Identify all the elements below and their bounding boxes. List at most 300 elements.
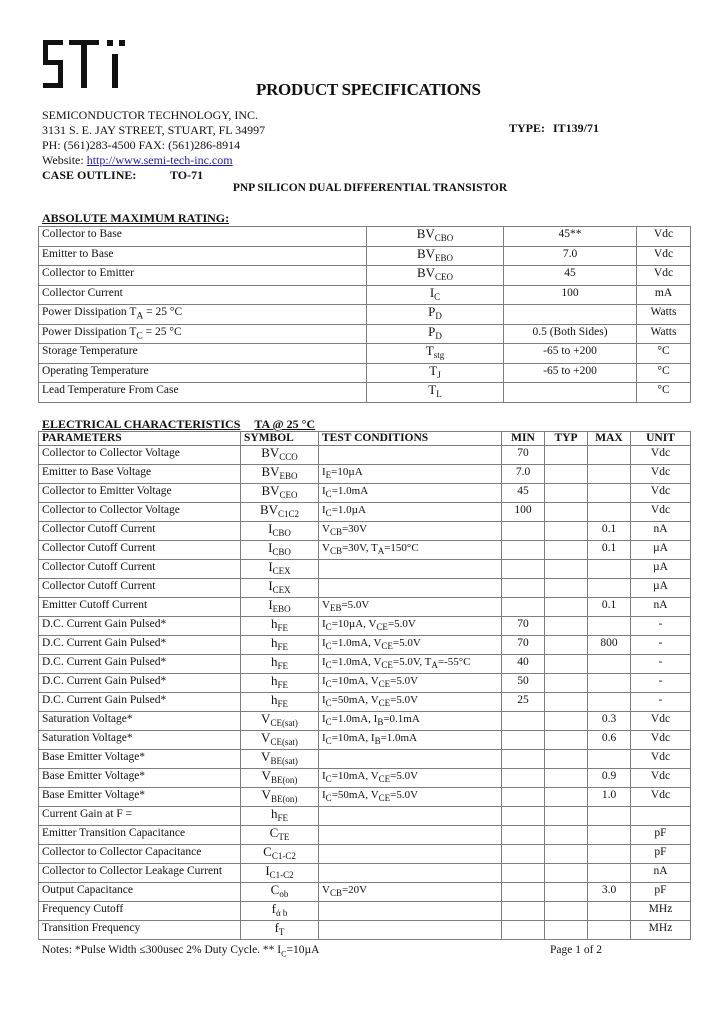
- typ-cell: [545, 636, 588, 655]
- unit-cell: µA: [631, 560, 691, 579]
- condition-text: V: [322, 542, 330, 554]
- parameter-cell: Collector Cutoff Current: [39, 541, 241, 560]
- symbol-cell: [241, 579, 319, 598]
- symbol-cell: [241, 446, 319, 465]
- symbol-cell: [241, 465, 319, 484]
- min-cell: [502, 788, 545, 807]
- unit-cell: Vdc: [637, 227, 691, 247]
- table-row: [39, 446, 691, 465]
- symbol-text: BV: [259, 502, 279, 517]
- parameter-text: Collector to Base: [42, 228, 122, 240]
- table-row: [39, 324, 691, 344]
- value-cell: 7.0: [504, 246, 637, 266]
- symbol-cell: [241, 617, 319, 636]
- notes-sub: C: [281, 949, 287, 959]
- test-condition-cell: [319, 826, 502, 845]
- test-condition-cell: [319, 788, 502, 807]
- unit-cell: nA: [631, 864, 691, 883]
- company-info: [42, 108, 265, 168]
- test-condition-cell: [319, 693, 502, 712]
- parameter-cell: Collector Cutoff Current: [39, 560, 241, 579]
- condition-text: I: [322, 618, 326, 630]
- symbol-cell: [241, 788, 319, 807]
- unit-cell: nA: [631, 522, 691, 541]
- parameter-cell: [39, 324, 367, 344]
- symbol-sub: CE(sat): [270, 718, 298, 728]
- max-cell: 800: [588, 636, 631, 655]
- min-cell: [502, 731, 545, 750]
- symbol-cell: [241, 731, 319, 750]
- min-cell: [502, 560, 545, 579]
- symbol-text: h: [270, 806, 278, 821]
- max-cell: [588, 674, 631, 693]
- max-cell: [588, 503, 631, 522]
- symbol-cell: [367, 285, 504, 305]
- unit-cell: pF: [631, 845, 691, 864]
- condition-sub: A: [431, 660, 438, 670]
- table-row: [39, 655, 691, 674]
- test-condition-cell: [319, 845, 502, 864]
- condition-text: V: [322, 884, 330, 896]
- value-cell: [504, 305, 637, 325]
- condition-sub: C: [325, 679, 332, 689]
- condition-sub: C: [325, 717, 332, 727]
- condition-text: I: [322, 675, 326, 687]
- sti-logo-icon: [43, 40, 127, 88]
- min-cell: [502, 750, 545, 769]
- condition-sub: C: [325, 774, 332, 784]
- unit-cell: °C: [637, 363, 691, 383]
- unit-cell: Vdc: [631, 503, 691, 522]
- type-designation: [509, 121, 599, 136]
- symbol-text: T: [428, 382, 437, 397]
- symbol-text: C: [269, 825, 279, 840]
- condition-text: =0.1mA: [383, 713, 420, 725]
- parameter-text: Collector Current: [42, 286, 123, 299]
- unit-cell: Watts: [637, 305, 691, 325]
- symbol-sub: D: [435, 330, 442, 341]
- unit-cell: °C: [637, 344, 691, 364]
- parameter-cell: Current Gain at F =: [39, 807, 241, 826]
- max-cell: [588, 864, 631, 883]
- condition-text: =5.0V: [390, 770, 419, 782]
- condition-sub: CE: [381, 660, 393, 670]
- test-condition-cell: [319, 731, 502, 750]
- symbol-sub: C: [434, 291, 441, 302]
- symbol-text: h: [270, 654, 278, 669]
- symbol-text: T: [429, 363, 438, 378]
- symbol-text: I: [429, 285, 435, 300]
- symbol-cell: [367, 246, 504, 266]
- symbol-sub: D: [435, 311, 442, 321]
- type-value: IT139/71: [553, 121, 600, 135]
- parameter-text: Power Dissipation T: [42, 306, 137, 318]
- symbol-cell: [241, 712, 319, 731]
- symbol-cell: [241, 541, 319, 560]
- symbol-sub: FE: [277, 661, 288, 671]
- unit-cell: Vdc: [631, 788, 691, 807]
- min-cell: [502, 769, 545, 788]
- symbol-sub: FE: [277, 642, 288, 652]
- symbol-text: V: [261, 711, 271, 726]
- condition-sub: C: [325, 698, 332, 708]
- col-symbol: SYMBOL: [241, 432, 319, 446]
- condition-sub: C: [325, 793, 332, 803]
- symbol-text: I: [268, 597, 273, 612]
- condition-sub: CB: [329, 546, 342, 556]
- condition-sub: C: [325, 660, 332, 670]
- test-condition-cell: [319, 883, 502, 902]
- max-cell: [588, 693, 631, 712]
- symbol-cell: [367, 305, 504, 325]
- min-cell: 50: [502, 674, 545, 693]
- symbol-sub: EBO: [279, 471, 298, 481]
- min-cell: [502, 921, 545, 940]
- notes-suffix: =10µA: [286, 944, 320, 956]
- parameter-cell: [39, 344, 367, 364]
- company-logo: [43, 40, 127, 88]
- symbol-text: C: [263, 844, 272, 859]
- table-row: [39, 344, 691, 364]
- condition-sub: CB: [329, 888, 342, 898]
- symbol-sub: T: [278, 927, 285, 937]
- condition-text: =50mA, V: [331, 789, 379, 801]
- condition-sub: CE: [376, 622, 388, 632]
- symbol-text: BV: [261, 445, 280, 460]
- typ-cell: [545, 560, 588, 579]
- condition-text: I: [322, 694, 326, 706]
- value-cell: -65 to +200: [504, 363, 637, 383]
- max-cell: 0.6: [588, 731, 631, 750]
- condition-text: =5.0V: [387, 618, 416, 630]
- symbol-sub: EBO: [272, 604, 291, 614]
- condition-text: I: [322, 713, 326, 725]
- symbol-sub: BE(on): [270, 775, 298, 785]
- value-cell: 45**: [504, 227, 637, 247]
- parameter-cell: Saturation Voltage*: [39, 731, 241, 750]
- parameter-cell: [39, 363, 367, 383]
- parameter-tail: = 25 °C: [143, 306, 183, 318]
- min-cell: 40: [502, 655, 545, 674]
- parameter-cell: D.C. Current Gain Pulsed*: [39, 617, 241, 636]
- max-cell: 0.1: [588, 541, 631, 560]
- unit-cell: -: [631, 693, 691, 712]
- test-condition-cell: [319, 674, 502, 693]
- parameter-cell: Collector to Emitter Voltage: [39, 484, 241, 503]
- max-cell: [588, 484, 631, 503]
- symbol-cell: [367, 227, 504, 247]
- unit-cell: -: [631, 655, 691, 674]
- condition-sub: B: [374, 736, 381, 746]
- typ-cell: [545, 807, 588, 826]
- condition-text: =1.0mA, I: [331, 713, 378, 725]
- parameter-cell: Frequency Cutoff: [39, 902, 241, 921]
- page-number: Page 1 of 2: [550, 944, 603, 956]
- unit-cell: [631, 807, 691, 826]
- symbol-sub: C1-C2: [269, 870, 294, 880]
- parameter-cell: Emitter Transition Capacitance: [39, 826, 241, 845]
- condition-text: I: [322, 770, 326, 782]
- parameter-cell: D.C. Current Gain Pulsed*: [39, 674, 241, 693]
- symbol-text: T: [425, 343, 434, 358]
- symbol-cell: [241, 598, 319, 617]
- company-name: SEMICONDUCTOR TECHNOLOGY, INC.: [42, 108, 259, 122]
- symbol-sub: FE: [277, 623, 288, 633]
- typ-cell: [545, 788, 588, 807]
- symbol-cell: [241, 769, 319, 788]
- max-cell: [588, 750, 631, 769]
- condition-text: =-55°C: [437, 656, 471, 668]
- symbol-cell: [241, 902, 319, 921]
- condition-text: =10mA, V: [331, 770, 379, 782]
- max-cell: [588, 579, 631, 598]
- symbol-text: f: [274, 920, 279, 935]
- parameter-cell: [39, 285, 367, 305]
- website-link[interactable]: http://www.semi-tech-inc.com: [86, 153, 233, 167]
- min-cell: [502, 807, 545, 826]
- typ-cell: [545, 503, 588, 522]
- symbol-cell: [241, 883, 319, 902]
- min-cell: 100: [502, 503, 545, 522]
- test-condition-cell: [319, 617, 502, 636]
- table-row: [39, 750, 691, 769]
- min-cell: 70: [502, 446, 545, 465]
- symbol-sub: CEO: [435, 272, 454, 282]
- min-cell: [502, 579, 545, 598]
- symbol-sub: CCO: [279, 452, 298, 462]
- symbol-text: h: [270, 673, 278, 688]
- test-condition-cell: [319, 655, 502, 674]
- condition-sub: CE: [378, 774, 391, 784]
- symbol-cell: [367, 383, 504, 403]
- parameter-cell: Base Emitter Voltage*: [39, 750, 241, 769]
- condition-text: =50mA, V: [331, 694, 379, 706]
- typ-cell: [545, 522, 588, 541]
- table-row: [39, 383, 691, 403]
- table-row: [39, 266, 691, 286]
- test-condition-cell: [319, 712, 502, 731]
- unit-cell: Vdc: [631, 769, 691, 788]
- symbol-text: I: [268, 559, 273, 574]
- table-row: [39, 845, 691, 864]
- max-cell: [588, 845, 631, 864]
- typ-cell: [545, 845, 588, 864]
- symbol-sub: L: [436, 389, 442, 399]
- max-cell: [588, 446, 631, 465]
- symbol-cell: [241, 674, 319, 693]
- unit-cell: pF: [631, 826, 691, 845]
- condition-text: V: [322, 523, 330, 535]
- notes-text: Notes: *Pulse Width ≤300usec 2% Duty Cycle. ** I: [42, 944, 282, 956]
- condition-text: I: [322, 656, 326, 668]
- test-condition-cell: [319, 807, 502, 826]
- unit-cell: -: [631, 617, 691, 636]
- value-cell: -65 to +200: [504, 344, 637, 364]
- condition-sub: E: [325, 470, 332, 480]
- unit-cell: Vdc: [637, 246, 691, 266]
- table-row: [39, 227, 691, 247]
- condition-text: =5.0V, T: [392, 656, 432, 668]
- symbol-sub: CE(sat): [270, 737, 298, 747]
- test-condition-cell: [319, 902, 502, 921]
- min-cell: [502, 883, 545, 902]
- test-condition-cell: [319, 560, 502, 579]
- test-condition-cell: [319, 446, 502, 465]
- col-max: MAX: [588, 432, 631, 446]
- min-cell: [502, 826, 545, 845]
- condition-text: =1.0µA: [331, 504, 366, 516]
- symbol-sub: CBO: [272, 528, 291, 538]
- condition-sub: CE: [381, 641, 393, 651]
- symbol-cell: [241, 484, 319, 503]
- condition-text: =1.0mA: [331, 485, 369, 497]
- parameter-cell: Collector Cutoff Current: [39, 579, 241, 598]
- typ-cell: [545, 883, 588, 902]
- electrical-header-row: [39, 432, 691, 446]
- typ-cell: [545, 826, 588, 845]
- max-cell: [588, 807, 631, 826]
- symbol-cell: [241, 864, 319, 883]
- condition-sub: C: [325, 622, 332, 632]
- min-cell: [502, 522, 545, 541]
- table-row: [39, 674, 691, 693]
- notes: [42, 944, 319, 958]
- condition-sub: C: [325, 736, 332, 746]
- max-cell: [588, 560, 631, 579]
- symbol-sub: ά b: [275, 908, 288, 918]
- unit-cell: MHz: [631, 902, 691, 921]
- electrical-table: [38, 431, 691, 940]
- max-cell: [588, 921, 631, 940]
- symbol-cell: [241, 807, 319, 826]
- condition-text: =10µA: [331, 466, 363, 478]
- table-row: [39, 883, 691, 902]
- table-row: [39, 285, 691, 305]
- typ-cell: [545, 731, 588, 750]
- device-description: [0, 182, 720, 194]
- parameter-sub: C: [136, 329, 143, 341]
- table-row: [39, 902, 691, 921]
- symbol-text: BV: [416, 265, 436, 280]
- symbol-cell: [241, 503, 319, 522]
- test-condition-cell: [319, 541, 502, 560]
- parameter-cell: D.C. Current Gain Pulsed*: [39, 655, 241, 674]
- symbol-text: V: [261, 787, 271, 802]
- device-description-text: PNP SILICON DUAL DIFFERENTIAL TRANSISTOR: [232, 182, 508, 194]
- test-condition-cell: [319, 522, 502, 541]
- symbol-text: I: [268, 521, 273, 536]
- condition-text: =1.0mA, V: [331, 637, 382, 649]
- company-website-line: [42, 153, 265, 168]
- parameter-text: Storage Temperature: [42, 345, 138, 357]
- max-cell: 1.0: [588, 788, 631, 807]
- table-row: [39, 465, 691, 484]
- typ-cell: [545, 541, 588, 560]
- condition-sub: CB: [329, 527, 342, 537]
- value-cell: 45: [504, 266, 637, 286]
- parameter-cell: Transition Frequency: [39, 921, 241, 940]
- condition-text: =5.0V: [392, 637, 421, 649]
- symbol-sub: CEX: [272, 566, 291, 576]
- symbol-sub: FE: [277, 699, 288, 709]
- typ-cell: [545, 750, 588, 769]
- symbol-text: I: [268, 540, 273, 555]
- parameter-cell: [39, 383, 367, 403]
- unit-cell: -: [631, 674, 691, 693]
- condition-sub: CE: [378, 793, 391, 803]
- parameter-text: Power Dissipation T: [42, 325, 137, 338]
- symbol-text: h: [270, 616, 278, 631]
- unit-cell: mA: [637, 285, 691, 305]
- symbol-cell: [367, 266, 504, 286]
- typ-cell: [545, 579, 588, 598]
- condition-text: =10µA, V: [331, 618, 377, 630]
- min-cell: [502, 902, 545, 921]
- condition-text: =5.0V: [390, 675, 419, 687]
- unit-cell: Vdc: [631, 731, 691, 750]
- symbol-sub: CBO: [434, 233, 454, 243]
- table-row: [39, 921, 691, 940]
- max-cell: [588, 465, 631, 484]
- table-row: [39, 693, 691, 712]
- condition-text: =150°C: [384, 542, 419, 554]
- absolute-max-heading: ABSOLUTE MAXIMUM RATING:: [42, 211, 230, 225]
- col-typ: TYP: [545, 432, 588, 446]
- typ-cell: [545, 617, 588, 636]
- typ-cell: [545, 446, 588, 465]
- min-cell: 45: [502, 484, 545, 503]
- parameter-cell: Saturation Voltage*: [39, 712, 241, 731]
- symbol-cell: [241, 522, 319, 541]
- symbol-sub: CEX: [272, 585, 291, 595]
- table-row: [39, 807, 691, 826]
- min-cell: [502, 598, 545, 617]
- typ-cell: [545, 712, 588, 731]
- condition-text: =10mA, I: [331, 732, 375, 744]
- condition-text: V: [322, 599, 330, 611]
- max-cell: [588, 655, 631, 674]
- symbol-sub: C1C2: [278, 509, 300, 519]
- test-condition-cell: [319, 503, 502, 522]
- table-row: [39, 826, 691, 845]
- test-condition-cell: [319, 864, 502, 883]
- table-row: [39, 503, 691, 522]
- symbol-sub: C1-C2: [271, 851, 296, 861]
- electrical-heading: [42, 417, 315, 432]
- parameter-sub: A: [136, 310, 144, 322]
- symbol-sub: FE: [277, 680, 288, 690]
- symbol-text: P: [428, 304, 436, 319]
- unit-cell: °C: [637, 383, 691, 403]
- symbol-cell: [367, 344, 504, 364]
- condition-text: I: [322, 637, 326, 649]
- symbol-sub: stg: [433, 350, 445, 360]
- symbol-cell: [241, 636, 319, 655]
- max-cell: 0.3: [588, 712, 631, 731]
- typ-cell: [545, 465, 588, 484]
- symbol-text: BV: [416, 226, 435, 241]
- test-condition-cell: [319, 921, 502, 940]
- test-condition-cell: [319, 484, 502, 503]
- symbol-cell: [367, 363, 504, 383]
- condition-text: =5.0V: [390, 789, 419, 801]
- col-min: MIN: [502, 432, 545, 446]
- company-phone: PH: (561)283-4500 FAX: (561)286-8914: [42, 138, 241, 152]
- typ-cell: [545, 902, 588, 921]
- min-cell: 70: [502, 636, 545, 655]
- max-cell: 0.9: [588, 769, 631, 788]
- table-row: [39, 246, 691, 266]
